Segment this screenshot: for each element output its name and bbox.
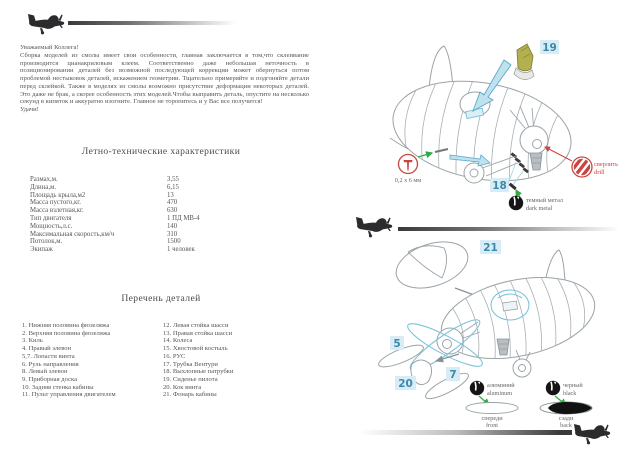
list-item: 19. Сиденье пилота (163, 375, 218, 383)
table-row: Мощность,л.с. 140 (30, 222, 178, 230)
front-view-shape (466, 403, 518, 414)
assembly-diagram-top (320, 10, 638, 226)
pin-icon (399, 155, 418, 174)
table-row: Масса взлетная,кг. 630 (30, 207, 178, 215)
list-item: 20. Кок винта (163, 383, 202, 391)
airplane-silhouette-icon (26, 11, 66, 35)
list-item: 9. Приборная доска (22, 375, 78, 383)
drill-label-ru: сверлить (594, 161, 619, 168)
prop-hub (533, 140, 542, 149)
drill-label-en: drill (594, 169, 605, 176)
paint-pot-icon (509, 196, 523, 210)
intro-closing: Удачи! (20, 106, 39, 113)
table-row: Тип двигателя 1 ПД МВ-4 (30, 214, 200, 222)
drill-icon (570, 155, 594, 180)
table-row: Длина,м. 6,15 (30, 183, 179, 191)
wheel (464, 163, 484, 183)
intro-greeting: Уважаемый Коллега! (20, 44, 79, 51)
list-item: 11. Пульт управления двигателем (22, 391, 116, 399)
list-item: 2. Верхняя половина фюзеляжа (22, 329, 111, 337)
front-label-en: front (485, 422, 499, 429)
list-item: 12. Левая стойка шасси (163, 322, 229, 329)
paint-pot-icon (470, 381, 484, 395)
back-label-en: back (560, 422, 572, 429)
front-label-ru: спереди (481, 415, 503, 422)
cockpit-interior (503, 301, 518, 311)
table-row: Максимальная скорость,км/ч 310 (30, 230, 178, 238)
back-view-shape (540, 402, 592, 414)
section-divider-line (398, 227, 620, 231)
assembly-diagram-bottom (320, 238, 638, 438)
parts-title: Перечень деталей (121, 293, 201, 304)
paint-label-ru: черный (563, 382, 583, 389)
list-item: 13. Правая стойка шасси (163, 329, 233, 337)
svg-text:21: 21 (483, 242, 498, 254)
footer-divider-line (360, 430, 572, 435)
svg-text:20: 20 (398, 378, 413, 390)
list-item: 6. Руль направления (22, 360, 79, 368)
svg-text:18: 18 (492, 180, 507, 192)
svg-text:19: 19 (542, 42, 557, 54)
back-label-ru: сзади (558, 415, 574, 422)
paint-pot-icon (546, 381, 560, 395)
list-item: 15. Хвостовой костыль (163, 345, 228, 353)
airplane-silhouette-icon (572, 421, 612, 445)
part-label-18 (490, 178, 509, 192)
part-label-19 (540, 40, 559, 54)
specs-table (30, 176, 280, 254)
airplane-silhouette-icon (354, 214, 394, 238)
prop-hub (443, 340, 452, 349)
paint-label-ru: темный метал (526, 197, 564, 204)
wheel (513, 359, 531, 377)
list-item: 10. Задняя стенка кабины (22, 383, 94, 391)
part-label-5 (390, 336, 404, 350)
intro-text (20, 44, 309, 114)
canopy-part (390, 238, 473, 296)
list-item: 8. Левый элевон (22, 368, 68, 376)
list-item: 3. Киль (22, 337, 43, 345)
paint-label-en: aluminum (487, 390, 513, 397)
paint-label-en: dark metal (526, 205, 553, 212)
table-row: Потолок,м. 1500 (30, 238, 181, 246)
list-item: 21. Фонарь кабины (163, 391, 217, 399)
part-label-7 (446, 367, 460, 381)
table-row: Площадь крыла,м2 13 (30, 191, 174, 199)
table-row: Масса пустого,кг. 470 (30, 199, 178, 207)
table-row: Размах,м. 3,55 (30, 176, 179, 183)
part-label-21 (480, 240, 501, 254)
table-row: Экипаж 1 человек (30, 246, 195, 254)
paint-label-en: black (563, 390, 577, 397)
pin-size-label: 0,2 х 6 мм (394, 177, 422, 184)
list-item: 4. Правый элевон (22, 345, 72, 353)
specs-title: Летно-технические характеристики (81, 146, 241, 157)
header-divider-line (68, 21, 236, 25)
svg-text:7: 7 (449, 369, 457, 381)
exhaust-part (509, 183, 517, 190)
parts-list-left (22, 322, 162, 399)
parts-list-right (163, 322, 315, 399)
list-item: 16. РУС (163, 352, 186, 360)
list-item: 18. Выхлопные патрубки (163, 368, 234, 376)
list-item: 1. Нижняя половина фюзеляжа (22, 322, 110, 329)
list-item: 17. Трубка Вентури (163, 360, 218, 368)
svg-text:5: 5 (393, 338, 401, 350)
part-label-20 (395, 376, 416, 390)
pilot-seat-part (514, 44, 534, 80)
list-item: 5,7. Лопасти винта (22, 352, 75, 360)
paint-label-ru: алюминий (487, 382, 515, 389)
list-item: 14. Колеса (163, 337, 193, 345)
intro-body: Сборка моделей из смолы имеет свои особенности, главная заключается в том,что склеивание производится цианакриловым клеем. Соответственно даже небольшая неточность в позиционировании деталей без возможной последующей коррекции может обернуться потом проблемой нестыковок деталей, искажением геометрии. Тщательно примеряйте и подгоняйте детали перед склейкой. Также в моделях из смолы возможно присутствие деформации некоторых деталей. Это даже не брак, а скорее особенность этих моделей.Чтобы выправить деталь, опустите на несколько секунд в кипяток и аккуратно изогните. Главное не торопитесь и у Вас все получится! (20, 51, 309, 106)
